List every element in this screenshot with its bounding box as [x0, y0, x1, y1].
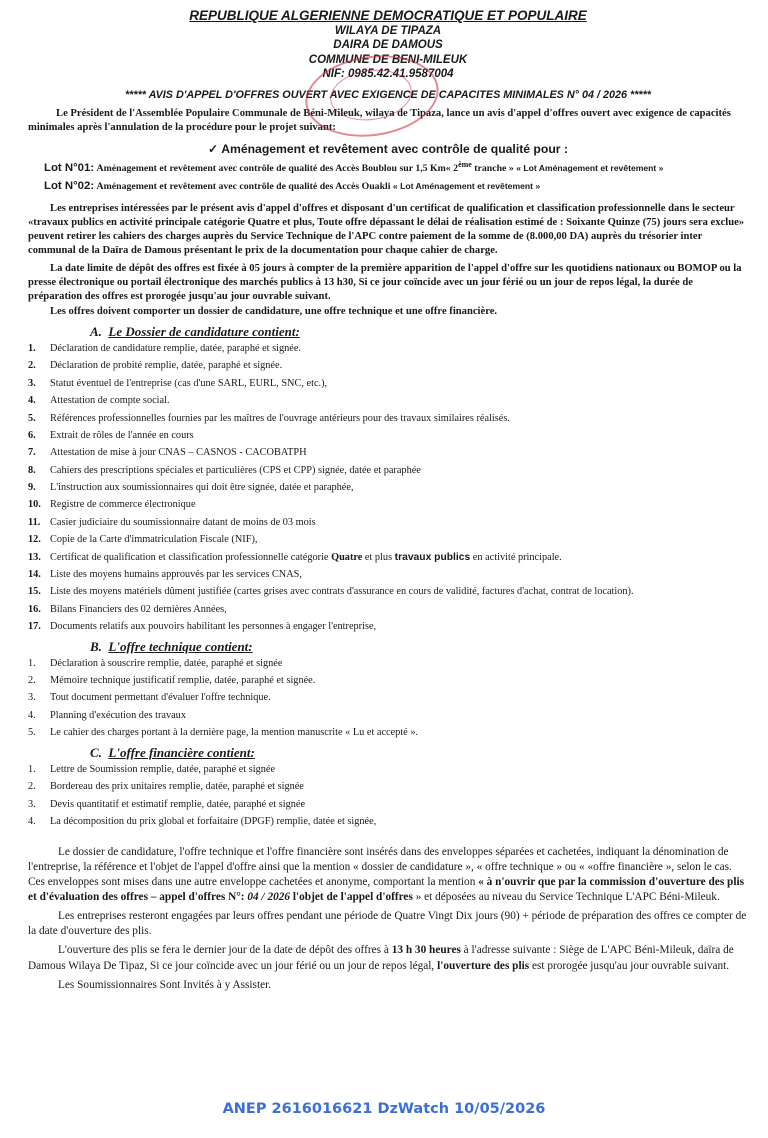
- validity-paragraph: Les entreprises resteront engagées par leurs offres pendant une période de Quatre Vingt Dix jours (90) + période de préparation des offres ce compter de la date d'ouverture des plis.: [28, 910, 747, 938]
- header-commune: COMMUNE DE BENI-MILEUK: [308, 53, 468, 66]
- list-item: 2. Bordereau des prix unitaires remplie, datée, paraphé et signée: [28, 781, 304, 793]
- section-a-heading: A. Le Dossier de candidature contient:: [90, 323, 300, 339]
- list-item: 4. La décomposition du prix global et forfaitaire (DPGF) remplie, datée et signée,: [28, 816, 377, 828]
- list-item: 14. Liste des moyens humains approuvés par les services CNAS,: [28, 568, 302, 580]
- list-item: 1. Déclaration de candidature remplie, datée, paraphé et signée.: [28, 343, 302, 354]
- list-item: 5. Références professionnelles fournies par les maîtres de l'ouvrage antérieurs pour des travaux similaires réalisés.: [28, 412, 510, 424]
- closing-section: [28, 845, 748, 993]
- envelopes-paragraph: Le dossier de candidature, l'offre technique et l'offre financière sont insérés dans des enveloppes séparées et cachetées, indiquant la dénomination de l'entreprise, la référence et l'objet de l'appel d'offre ainsi que la mention « dossier de candidature », « offre technique » ou « «offre financière », selon le cas. Ces enveloppes sont mises dans une autre enveloppe cachetées et anonyme, comportant la mention « à n'ouvrir que par la commission d'ouverture des plis et d'évaluation des offres – appel d'offres N°: 04 / 2026 l'objet de l'appel d'offres » et déposées au niveau du Service Technique L'APC Béni-Mileuk.: [28, 845, 744, 904]
- list-item: 12. Copie de la Carte d'immatriculation Fiscale (NIF),: [28, 534, 258, 546]
- lot-02-text: Aménagement et revêtement avec contrôle de qualité des Accès Ouakli: [96, 181, 393, 193]
- document-page: [28, 8, 748, 993]
- list-item: 7. Attestation de mise à jour CNAS – CASNOS - CACOBATPH: [28, 447, 307, 459]
- lot-01-sup: ème: [458, 159, 472, 169]
- avis-title: ***** AVIS D'APPEL D'OFFRES OUVERT AVEC EXIGENCE DE CAPACITES MINIMALES N° 04 / 2026 *****: [124, 88, 652, 101]
- lot-01-tag: « Lot Aménagement et revêtement »: [516, 163, 664, 173]
- project-title: ✓ Aménagement et revêtement avec contrôle de qualité pour :: [208, 141, 568, 156]
- list-item: 11. Casier judiciaire du soumissionnaire datant de moins de 03 mois: [28, 516, 316, 528]
- section-c-heading: C. L'offre financière contient:: [90, 744, 255, 760]
- list-dossier-candidature: [28, 342, 748, 634]
- invitation-paragraph: Les Soumissionnaires Sont Invités à y Assister.: [58, 978, 272, 991]
- section-b-heading: B. L'offre technique contient:: [90, 638, 253, 654]
- list-offre-technique: [28, 657, 748, 740]
- list-item: 3. Tout document permettant d'évaluer l'offre technique.: [28, 692, 271, 704]
- lot-01-text2: tranche »: [471, 163, 517, 174]
- deadline-paragraph: La date limite de dépôt des offres est fixée à 05 jours à compter de la première apparition de l'appel d'offre sur les quotidiens nationaux ou BOMOP ou la presse électronique ou portail électronique des marchés publics à 13 h30, Si ce jour coïncide avec un jour férié ou un jour de repos légal, la durée de préparation des offres est prorogée jusqu'au jour ouvrable suivant.: [28, 262, 742, 302]
- header-nif: NIF: 0985.42.41.9587004: [322, 67, 454, 80]
- intro-paragraph: Le Président de l'Assemblée Populaire Communale de Béni-Mileuk, wilaya de Tipaza, lance un avis d'appel d'offres ouvert avec exigence de capacités minimales après l'annulation de la procédure pour le projet suivant:: [28, 107, 731, 133]
- list-item: 17. Documents relatifs aux pouvoirs habilitant les personnes à engager l'entreprise,: [28, 621, 377, 632]
- list-item: 2. Déclaration de probité remplie, datée, paraphé et signée.: [28, 360, 283, 372]
- lot-02-tag: « Lot Aménagement et revêtement »: [392, 181, 541, 192]
- list-item: 4. Planning d'exécution des travaux: [28, 709, 186, 721]
- header-wilaya: WILAYA DE TIPAZA: [334, 25, 442, 38]
- eligibility-paragraph: Les entreprises intéressées par le présent avis d'appel d'offres et disposant d'un certificat de qualification et classification professionnelle dans le secteur «travaux publics en activité principale catégorie Quatre et plus, Toute offre dépassant le délai de réalisation estimé de : Soixante Quinze (75) jours sera exclue» peuvent retirer les cahiers des charges auprès du Service Technique de l'APC contre paiement de la somme de (8.000,00 DA) auprès du trésorier inter communal de la Daïra de Damous présentant le prix de la documentation pour chaque cahier de charge.: [28, 203, 745, 256]
- list-item: 9. L'instruction aux soumissionnaires qui doit être signée, datée et paraphée,: [28, 482, 354, 493]
- list-item: 3. Devis quantitatif et estimatif remplie, datée, paraphé et signée: [28, 798, 306, 810]
- lot-01-label: Lot N°01:: [44, 162, 95, 174]
- lot-02: [28, 179, 748, 194]
- list-item: 4. Attestation de compte social.: [28, 395, 170, 407]
- list-item: 1. Déclaration à souscrire remplie, datée, paraphé et signée: [28, 657, 283, 669]
- offers-composition-paragraph: Les offres doivent comporter un dossier de candidature, une offre technique et une offre financière.: [50, 305, 498, 317]
- lot-01-text: Aménagement et revêtement avec contrôle de qualité des Accès Boublou sur 1,5 Km« 2: [96, 163, 459, 174]
- opening-paragraph: L'ouverture des plis se fera le dernier jour de la date de dépôt des offres à 13 h 30 heures à l'adresse suivante : Siège de L'APC Béni-Mileuk, daïra de Damous Wilaya De Tipaz, Si ce jour coïncide avec un jour férié ou un jour de repos légal, l'ouverture des plis est prorogée jusqu'au jour ouvrable suivant.: [28, 944, 734, 972]
- lot-01: [28, 160, 748, 176]
- lot-02-label: Lot N°02:: [44, 180, 95, 193]
- list-item: 1. Lettre de Soumission remplie, datée, paraphé et signée: [28, 763, 276, 775]
- header-daira: DAIRA DE DAMOUS: [333, 39, 443, 52]
- header-republic: REPUBLIQUE ALGERIENNE DEMOCRATIQUE ET POPULAIRE: [189, 8, 587, 23]
- list-item: 13. Certificat de qualification et classification professionnelle catégorie Quatre et plus travaux publics en activité principale.: [28, 551, 562, 563]
- list-item: 3. Statut éventuel de l'entreprise (cas d'une SARL, EURL, SNC, etc.),: [28, 377, 328, 389]
- list-item: 15. Liste des moyens matériels dûment justifiée (cartes grises avec contrats d'assurance en cours de validité, factures d'achat, contrat de location).: [28, 586, 634, 598]
- footer-reference: ANEP 2616016621 DzWatch 10/05/2026: [222, 1101, 546, 1117]
- list-offre-financiere: [28, 763, 748, 829]
- list-item: 5. Le cahier des charges portant à la dernière page, la mention manuscrite « Lu et accepté ».: [28, 727, 419, 739]
- list-item: 2. Mémoire technique justificatif remplie, datée, paraphé et signée.: [28, 675, 316, 687]
- list-item: 10. Registre de commerce électronique: [28, 499, 196, 511]
- list-item: 6. Extrait de rôles de l'année en cours: [28, 429, 194, 441]
- list-item: 16. Bilans Financiers des 02 dernières Années,: [28, 603, 227, 615]
- list-item: 8. Cahiers des prescriptions spéciales et particulières (CPS et CPP) signée, datée et paraphée: [28, 464, 421, 476]
